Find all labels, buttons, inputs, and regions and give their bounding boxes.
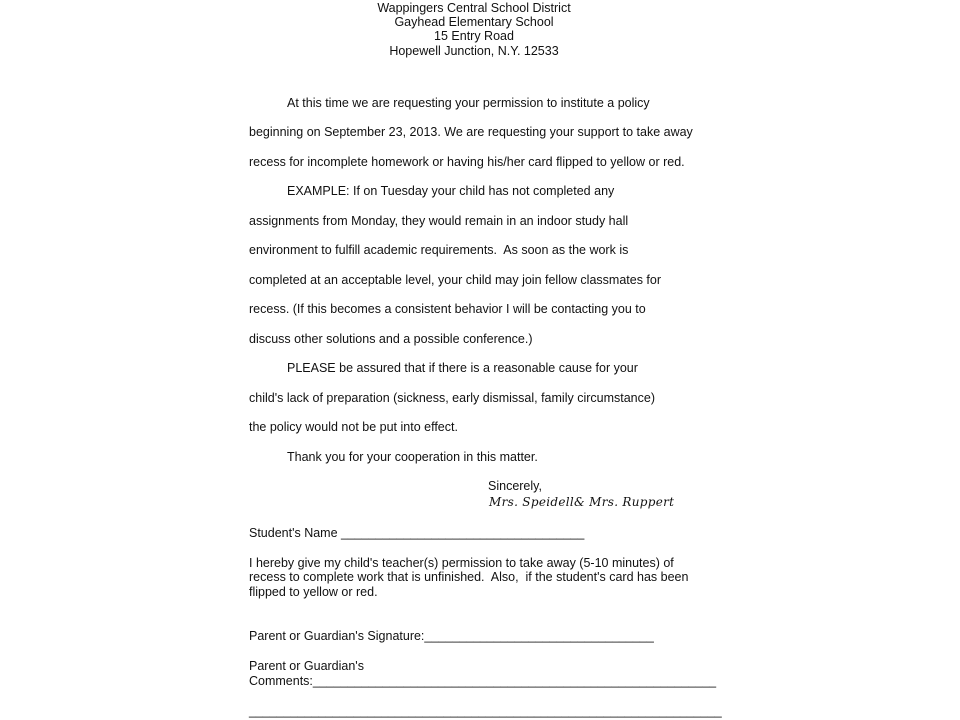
permission-text-line: recess to complete work that is unfinished. Also, if the student's card has been	[249, 570, 689, 584]
body-line: Thank you for your cooperation in this matter.	[287, 450, 538, 464]
body-line: recess for incomplete homework or having his/her card flipped to yellow or red.	[249, 155, 685, 169]
student-name-field[interactable]: Student's Name ___________________________________	[249, 526, 585, 540]
parent-signature-field[interactable]: Parent or Guardian's Signature:_________________________________	[249, 629, 654, 643]
comments-blank-line[interactable]: ____________________________________________________________________	[249, 704, 722, 718]
body-line: EXAMPLE: If on Tuesday your child has not completed any	[287, 184, 615, 198]
body-line: beginning on September 23, 2013. We are requesting your support to take away	[249, 125, 693, 139]
school-city: Hopewell Junction, N.Y. 12533	[389, 44, 559, 58]
body-line: the policy would not be put into effect.	[249, 420, 458, 434]
body-line: PLEASE be assured that if there is a reasonable cause for your	[287, 361, 638, 375]
body-line: At this time we are requesting your permission to institute a policy	[287, 96, 650, 110]
body-line: completed at an acceptable level, your child may join fellow classmates for	[249, 273, 662, 287]
body-line: recess. (If this becomes a consistent behavior I will be contacting you to	[249, 302, 646, 316]
parent-comments-field[interactable]: Comments:__________________________________________________________	[249, 674, 717, 688]
district-name: Wappingers Central School District	[377, 1, 571, 15]
permission-text-line: flipped to yellow or red.	[249, 585, 378, 599]
parent-comments-label: Parent or Guardian's	[249, 659, 364, 673]
school-street: 15 Entry Road	[434, 29, 514, 43]
closing-salutation: Sincerely,	[488, 479, 542, 493]
body-line: discuss other solutions and a possible conference.)	[249, 332, 533, 346]
permission-text-line: I hereby give my child's teacher(s) permission to take away (5-10 minutes) of	[249, 556, 674, 570]
body-line: environment to fulfill academic requirements. As soon as the work is	[249, 243, 629, 257]
teacher-signature: Mrs. Speidell& Mrs. Ruppert	[489, 495, 675, 509]
school-name: Gayhead Elementary School	[394, 15, 554, 29]
body-line: assignments from Monday, they would remain in an indoor study hall	[249, 214, 629, 228]
body-line: child's lack of preparation (sickness, early dismissal, family circumstance)	[249, 391, 655, 405]
